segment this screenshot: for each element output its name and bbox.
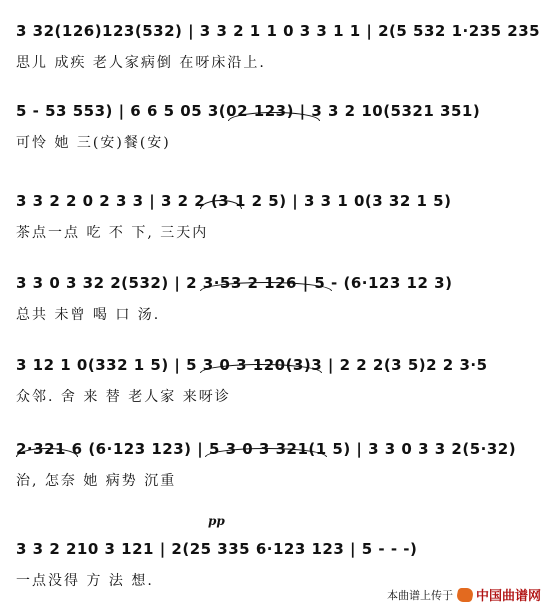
notation-line: 3 3 2 210 3 121 | 2(25 335 6·123 123 | 5 - - -) (16, 540, 418, 558)
lyrics-line: 总共 未曾 喝 口 汤. (16, 307, 161, 323)
site-logo-text: 中国曲谱网 (475, 589, 541, 604)
logo-icon (455, 588, 474, 602)
dynamic-marking: pp (208, 514, 225, 528)
lyrics-line: 思儿 成疾 老人家病倒 在呀床沿上. (16, 55, 266, 71)
lyrics-line: 可怜 她 三(安)餐(安) (16, 135, 171, 151)
site-logo (457, 585, 541, 604)
attribution-text: 本曲谱上传于 (386, 588, 453, 602)
lyrics-line: 一点没得 方 法 想. (16, 573, 154, 589)
lyrics-line: 众邻. 舍 来 替 老人家 来呀诊 (16, 389, 231, 405)
lyrics-line: 治, 怎奈 她 病势 沉重 (16, 473, 177, 489)
notation-line: 3 32(126)123(532) | 3 3 2 1 1 0 3 3 1 1 | 2(5 532 1·235 235 (16, 22, 541, 40)
notation-line: 3 12 1 0(332 1 5) | 5 3 0 3 120(3)3 | 2 2 2(3 5)2 2 3·5 (16, 356, 488, 374)
site-attribution (387, 585, 541, 604)
notation-line: 3 3 0 3 32 2(532) | 2 3·53 2 126 | 5 - (6·123 12 3) (16, 274, 453, 292)
notation-line: 5 - 53 553) | 6 6 5 05 3(02 123) | 3 3 2 10(5321 351) (16, 102, 481, 120)
notation-line: 3 3 2 2 0 2 3 3 | 3 2 2 (3 1 2 5) | 3 3 1 0(3 32 1 5) (16, 192, 452, 210)
lyrics-line: 茶点一点 吃 不 下, 三天内 (16, 225, 209, 241)
notation-line: 2·321 6 (6·123 123) | 5 3 0 3 321(1 5) | 3 3 0 3 3 2(5·32) (16, 440, 517, 458)
